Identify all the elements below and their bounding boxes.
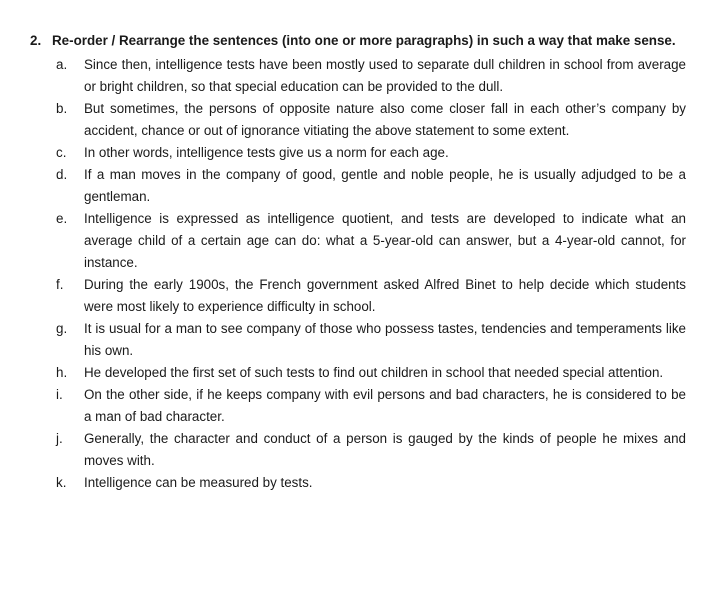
- sentence-text: Generally, the character and conduct of a person is gauged by the kinds of people he mixes and moves with.: [84, 431, 686, 468]
- sentence-text: Since then, intelligence tests have been mostly used to separate dull children in school from average or bright children, so that special education can be provided to the dull.: [84, 57, 686, 94]
- question-number: 2.: [30, 33, 42, 48]
- sentence-list: [30, 54, 690, 494]
- sentence-letter: e.: [56, 211, 68, 226]
- sentence-item-c: [30, 142, 690, 164]
- sentence-item-j: [30, 428, 690, 472]
- sentence-text: If a man moves in the company of good, gentle and noble people, he is usually adjudged to be a gentleman.: [84, 167, 686, 204]
- sentence-letter: d.: [56, 167, 68, 182]
- sentence-item-b: [30, 98, 690, 142]
- sentence-letter: a.: [56, 57, 68, 72]
- sentence-text: It is usual for a man to see company of those who possess tastes, tendencies and temperaments like his own.: [84, 321, 686, 358]
- sentence-text: But sometimes, the persons of opposite nature also come closer fall in each other’s company by accident, chance or out of ignorance vitiating the above statement to some extent.: [84, 101, 686, 138]
- sentence-item-f: [30, 274, 690, 318]
- sentence-letter: k.: [56, 475, 67, 490]
- sentence-letter: b.: [56, 101, 68, 116]
- sentence-text: Intelligence is expressed as intelligence quotient, and tests are developed to indicate what an average child of a certain age can do: what a 5-year-old can answer, but a 4-year-old cannot, for instance.: [84, 211, 686, 270]
- sentence-letter: j.: [56, 431, 63, 446]
- sentence-letter: g.: [56, 321, 68, 336]
- sentence-item-e: [30, 208, 690, 274]
- sentence-item-g: [30, 318, 690, 362]
- sentence-text: During the early 1900s, the French government asked Alfred Binet to help decide which students were most likely to experience difficulty in school.: [84, 277, 686, 314]
- sentence-item-d: [30, 164, 690, 208]
- sentence-text: On the other side, if he keeps company with evil persons and bad characters, he is considered to be a man of bad character.: [84, 387, 686, 424]
- question-header: [30, 30, 690, 52]
- question-block: [30, 30, 690, 494]
- sentence-item-i: [30, 384, 690, 428]
- sentence-item-a: [30, 54, 690, 98]
- sentence-text: In other words, intelligence tests give us a norm for each age.: [84, 145, 449, 160]
- sentence-item-h: [30, 362, 690, 384]
- sentence-text: Intelligence can be measured by tests.: [84, 475, 313, 490]
- sentence-letter: i.: [56, 387, 63, 402]
- sentence-letter: h.: [56, 365, 68, 380]
- sentence-letter: c.: [56, 145, 67, 160]
- question-instruction: Re-order / Rearrange the sentences (into one or more paragraphs) in such a way that make sense.: [52, 33, 676, 48]
- sentence-text: He developed the first set of such tests to find out children in school that needed special attention.: [84, 365, 664, 380]
- sentence-item-k: [30, 472, 690, 494]
- sentence-letter: f.: [56, 277, 64, 292]
